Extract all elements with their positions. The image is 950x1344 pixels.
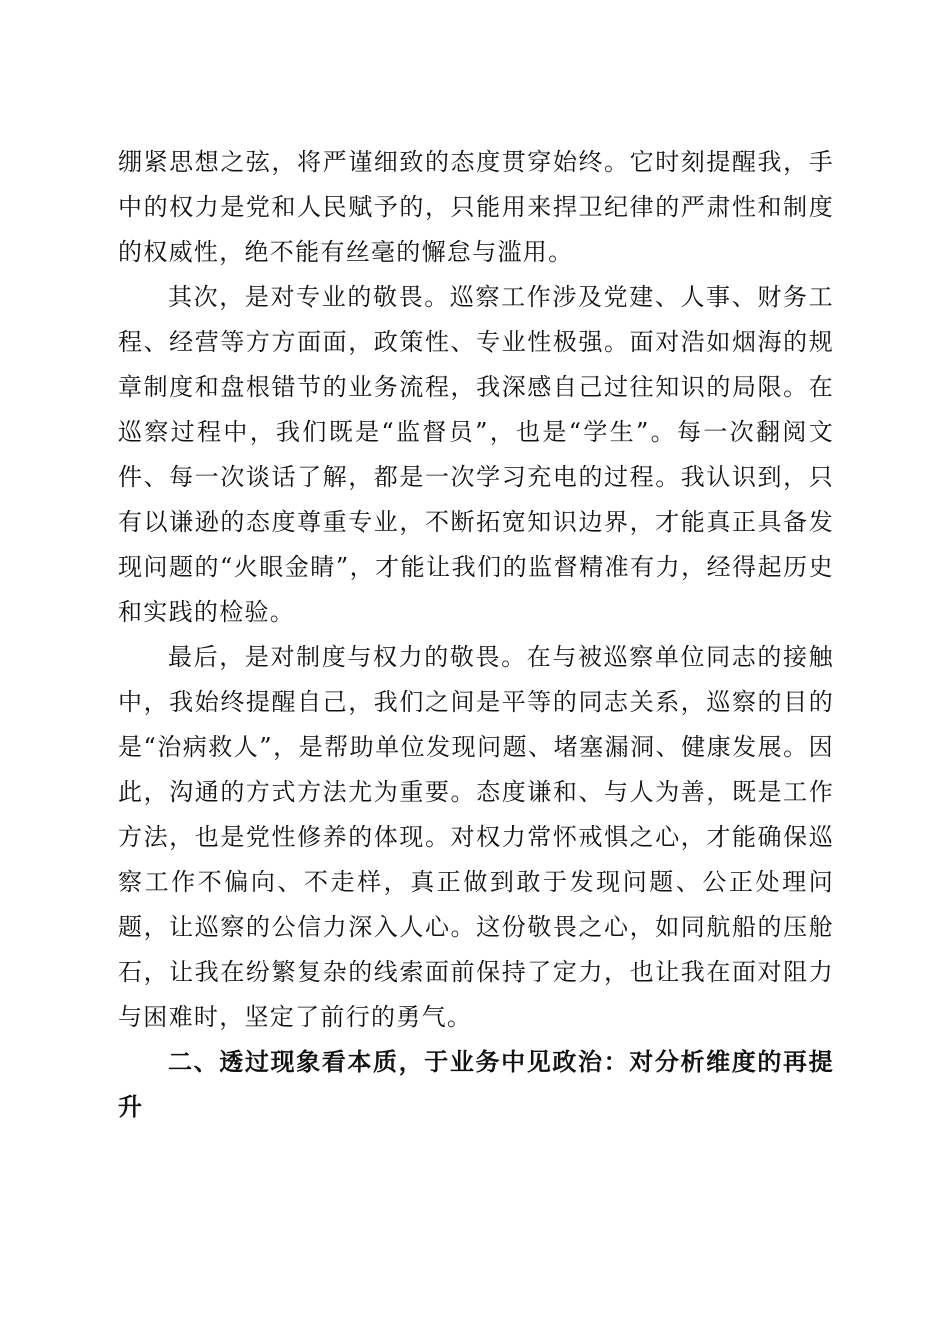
document-body bbox=[118, 140, 834, 1130]
paragraph-professional-awe: 其次，是对专业的敬畏。巡察工作涉及党建、人事、财务工程、经营等方方面面，政策性、专业性极强。面对浩如烟海的规章制度和盘根错节的业务流程，我深感自己过往知识的局限。在巡察过程中，我们既是“监督员”，也是“学生”。每一次翻阅文件、每一次谈话了解，都是一次学习充电的过程。我认识到，只有以谦逊的态度尊重专业，不断拓宽知识边界，才能真正具备发现问题的“火眼金睛”，才能让我们的监督精准有力，经得起历史和实践的检验。 bbox=[118, 283, 834, 626]
paragraph-system-power-awe: 最后，是对制度与权力的敬畏。在与被巡察单位同志的接触中，我始终提醒自己，我们之间是平等的同志关系，巡察的目的是“治病救人”，是帮助单位发现问题、堵塞漏洞、健康发展。因此，沟通的方式方法尤为重要。态度谦和、与人为善，既是工作方法，也是党性修养的体现。对权力常怀戒惧之心，才能确保巡察工作不偏向、不走样，真正做到敢于发现问题、公正处理问题，让巡察的公信力深入人心。这份敬畏之心，如同航船的压舱石，让我在纷繁复杂的线索面前保持了定力，也让我在面对阻力与困难时，坚定了前行的勇气。 bbox=[118, 643, 834, 1031]
paragraph-continued: 绷紧思想之弦，将严谨细致的态度贯穿始终。它时刻提醒我，手中的权力是党和人民赋予的，只能用来捍卫纪律的严肃性和制度的权威性，绝不能有丝毫的懈怠与滥用。 bbox=[118, 148, 834, 266]
section-heading: 二、透过现象看本质，于业务中见政治：对分析维度的再提升 bbox=[118, 1048, 834, 1121]
